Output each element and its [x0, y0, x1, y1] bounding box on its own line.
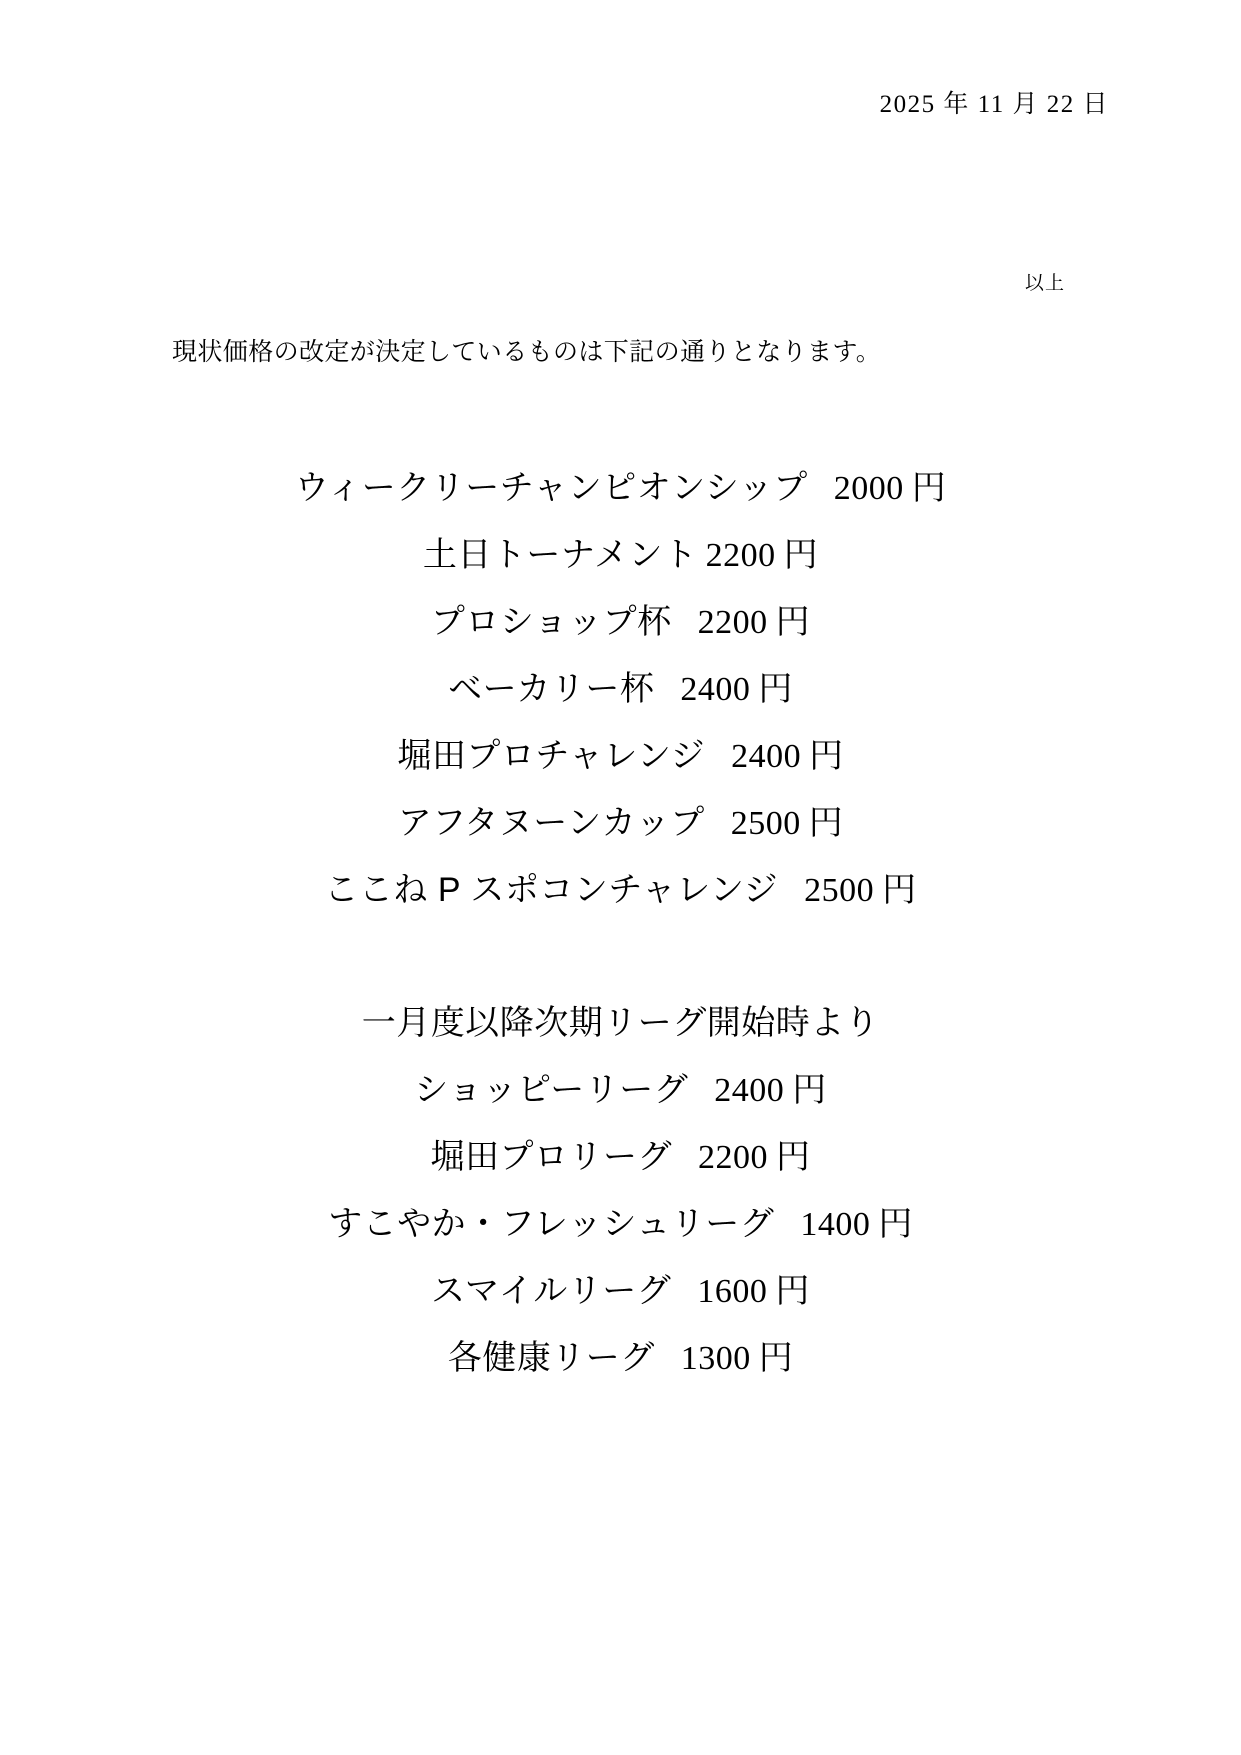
- price-item-unit: 円: [911, 470, 947, 507]
- price-row: [0, 790, 1241, 857]
- price-row: [0, 589, 1241, 656]
- price-item-amount: 1300: [680, 1340, 751, 1377]
- price-item-amount: 2200: [697, 604, 768, 641]
- price-row: [0, 1124, 1241, 1191]
- price-item-unit: 円: [775, 604, 811, 641]
- price-item-name: 堀田プロチャレンジ: [397, 737, 706, 775]
- price-item-amount: 2400: [731, 738, 802, 775]
- price-row: [0, 455, 1241, 522]
- price-item-amount: 2200: [698, 1139, 768, 1176]
- closing-note: 以上: [1024, 273, 1065, 294]
- price-item-name: ベーカリー杯: [448, 670, 655, 708]
- price-item-name: ここね P スポコンチャレンジ: [324, 871, 779, 909]
- price-item-amount: 2500: [730, 805, 801, 842]
- price-item-unit: 円: [783, 537, 819, 574]
- price-row: [0, 1057, 1241, 1124]
- price-item-name: 土日トーナメント: [422, 536, 698, 574]
- price-item-name: スマイルリーグ: [431, 1272, 672, 1310]
- price-item-unit: 円: [878, 1206, 913, 1243]
- price-row: [0, 522, 1241, 589]
- document-date: 2025 年 11 月 22 日: [879, 91, 1109, 118]
- price-item-name: ウィークリーチャンピオンシップ: [294, 469, 808, 507]
- price-row: [0, 1258, 1241, 1325]
- price-item-amount: 2400: [680, 671, 751, 708]
- price-item-amount: 2500: [804, 872, 875, 909]
- intro-paragraph: 現状価格の改定が決定しているものは下記の通りとなります。: [172, 338, 882, 366]
- price-item-unit: 円: [882, 872, 917, 909]
- price-item-unit: 円: [758, 1340, 794, 1377]
- price-row: [0, 1191, 1241, 1258]
- price-item-unit: 円: [809, 738, 844, 775]
- section-two-heading: 一月度以降次期リーグ開始時より: [361, 1004, 880, 1042]
- price-list-next-season: [0, 990, 1241, 1392]
- section-two-rows: [0, 1057, 1241, 1392]
- price-item-amount: 1600: [697, 1273, 768, 1310]
- price-row: [0, 656, 1241, 723]
- price-row: [0, 857, 1241, 924]
- price-item-name: 堀田プロリーグ: [430, 1138, 672, 1176]
- price-row: [0, 723, 1241, 790]
- price-item-unit: 円: [776, 1139, 811, 1176]
- price-item-amount: 2200: [705, 537, 776, 574]
- price-item-amount: 2400: [714, 1072, 785, 1109]
- price-item-name: すこやか・フレッシュリーグ: [328, 1205, 775, 1243]
- price-item-unit: 円: [808, 805, 844, 842]
- price-item-name: ショッピーリーグ: [414, 1071, 689, 1109]
- price-row: [0, 1325, 1241, 1392]
- price-item-unit: 円: [775, 1273, 810, 1310]
- price-item-amount: 1400: [800, 1206, 871, 1243]
- price-item-name: 各健康リーグ: [447, 1339, 655, 1377]
- price-item-amount: 2000: [833, 470, 904, 507]
- price-item-name: アフタヌーンカップ: [397, 804, 705, 842]
- price-item-unit: 円: [792, 1072, 827, 1109]
- price-item-name: プロショップ杯: [430, 603, 672, 641]
- price-item-unit: 円: [758, 671, 793, 708]
- price-list-current: [0, 455, 1241, 924]
